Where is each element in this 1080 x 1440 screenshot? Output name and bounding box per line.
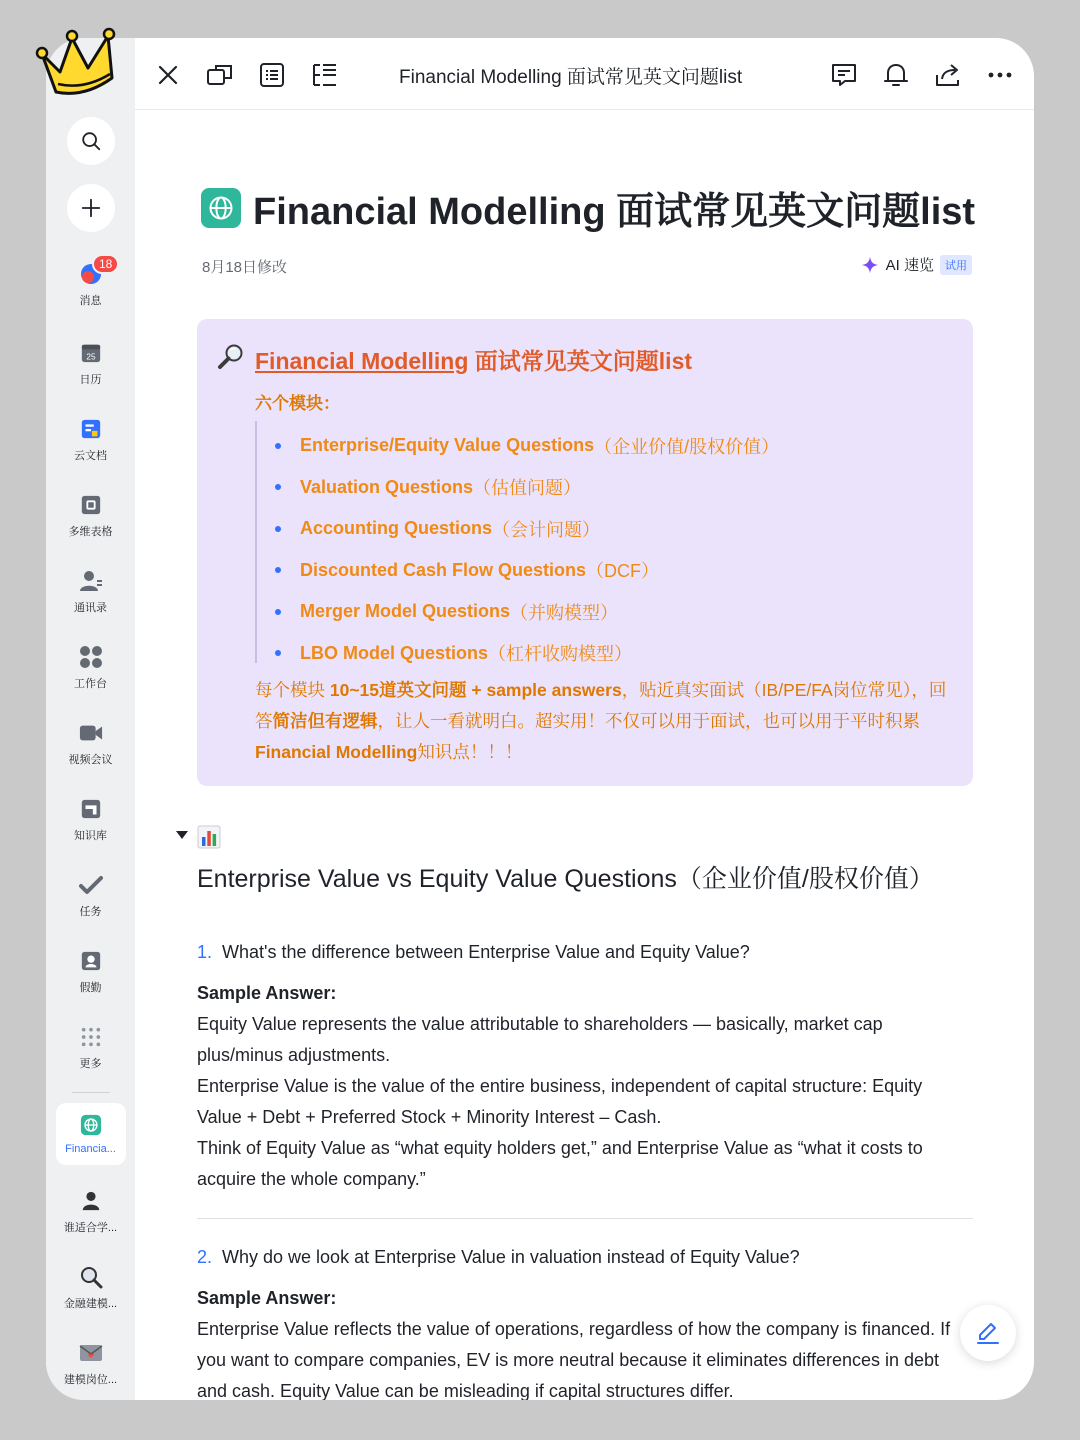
- caret-down-icon: [175, 829, 189, 841]
- list-view-icon: [259, 62, 285, 88]
- sidebar-item-label: 工作台: [74, 678, 107, 690]
- close-button[interactable]: [153, 60, 183, 90]
- quote-bar: [255, 421, 257, 663]
- video-camera-icon: [79, 721, 103, 745]
- globe-doc-icon: [79, 1113, 103, 1137]
- checkmark-icon: [79, 873, 103, 897]
- text-run: 知识点！！！: [417, 742, 523, 762]
- bell-icon: [883, 62, 909, 88]
- module-note: （并购模型）: [510, 602, 619, 623]
- page-title-text: Financial Modelling 面试常见英文问题list: [253, 191, 976, 233]
- sidebar-item-label: 日历: [79, 374, 102, 386]
- answer-paragraph: Enterprise Value is the value of the entire business, independent of capital structure: Equity Value + Debt + Preferred Stock + Minority Interest – Cash.: [197, 1076, 923, 1127]
- module-note: （会计问题）: [492, 519, 601, 540]
- outline-button[interactable]: [257, 60, 287, 90]
- module-note: （杠杆收购模型）: [488, 644, 633, 665]
- module-name: Accounting Questions: [300, 518, 493, 539]
- create-button[interactable]: [67, 184, 115, 232]
- sidebar-item-attendance[interactable]: [46, 949, 135, 995]
- callout-title-link[interactable]: Financial Modelling: [255, 348, 469, 374]
- page-title: [201, 180, 975, 235]
- callout-subtitle: 六个模块：: [255, 394, 340, 413]
- magnifier-icon: [79, 1265, 103, 1289]
- comments-button[interactable]: [829, 60, 859, 90]
- sidebar-item-workplace[interactable]: [46, 645, 135, 691]
- document-body: [135, 110, 1034, 1400]
- answer-paragraph: Equity Value represents the value attributable to shareholders — basically, market cap plus/minus adjustments.: [197, 1014, 883, 1065]
- sidebar-item-messages[interactable]: [46, 257, 135, 308]
- share-button[interactable]: [933, 60, 963, 90]
- sidebar-item-label: 视频会议: [68, 754, 113, 766]
- window-title: Financial Modelling 面试常见英文问题list: [399, 67, 743, 88]
- sidebar-item-label: 知识库: [74, 830, 107, 842]
- sidebar-item-label: Financia...: [65, 1143, 116, 1155]
- recent-doc-financial-modelling[interactable]: [46, 1113, 135, 1155]
- sidebar-item-label: 消息: [79, 295, 102, 307]
- text-run: ，让人一看就明白。超实用！不仅可以用于面试，也可以用于平时积累: [377, 711, 920, 731]
- top-toolbar: [135, 38, 1034, 110]
- sidebar-item-label: 金融建模...: [63, 1298, 118, 1310]
- table-icon: [79, 493, 103, 517]
- sidebar-item-label: 任务: [79, 906, 102, 918]
- more-dots-icon: [79, 1025, 103, 1049]
- sparkle-icon: [861, 256, 879, 274]
- module-name: LBO Model Questions: [300, 642, 489, 663]
- sidebar-item-more[interactable]: [46, 1025, 135, 1071]
- close-icon: [156, 63, 180, 87]
- comment-icon: [831, 62, 857, 88]
- section-heading: [197, 820, 957, 898]
- sidebar-item-label: 通讯录: [74, 602, 107, 614]
- book-icon: [79, 797, 103, 821]
- divider: [197, 1218, 973, 1219]
- sidebar-item-tasks[interactable]: [46, 873, 135, 919]
- trial-badge: 试用: [940, 255, 972, 275]
- sidebar-divider: [72, 1092, 110, 1093]
- magnifier-emoji-icon: [217, 343, 245, 376]
- sidebar-item-label: 谁适合学...: [63, 1222, 118, 1234]
- module-name: Merger Model Questions: [300, 601, 511, 622]
- module-name: Valuation Questions: [300, 476, 474, 497]
- list-item: [275, 425, 779, 467]
- pencil-icon: [975, 1320, 1001, 1346]
- list-item: [275, 633, 779, 675]
- modified-time: 8月18日修改: [202, 259, 288, 276]
- module-note: （企业价值/股权价值）: [594, 436, 780, 457]
- question-text: What's the difference between Enterprise Value and Equity Value?: [222, 942, 750, 962]
- sidebar: [46, 38, 135, 1400]
- document-icon: [79, 417, 103, 441]
- question-number: 1.: [197, 942, 213, 962]
- callout-block: [197, 319, 973, 786]
- share-icon: [934, 62, 962, 88]
- apps-grid-icon: [79, 645, 103, 669]
- crown-icon: [34, 24, 126, 110]
- module-note: （估值问题）: [473, 478, 582, 499]
- calendar-date: 25: [85, 352, 96, 362]
- bullet-icon: [275, 526, 281, 532]
- bullet-icon: [275, 609, 281, 615]
- new-window-icon: [206, 62, 234, 88]
- recent-doc-who-should-learn[interactable]: [46, 1189, 135, 1235]
- question-2: [197, 1247, 800, 1268]
- sidebar-item-wiki[interactable]: [46, 797, 135, 843]
- search-button[interactable]: [67, 117, 115, 165]
- module-note: （DCF）: [586, 561, 660, 582]
- question-number: 2.: [197, 1247, 213, 1267]
- list-item: [275, 508, 779, 550]
- section-heading-text: Enterprise Value vs Equity Value Questions（企业价值/股权价值）: [197, 865, 934, 893]
- sidebar-item-label: 假勤: [79, 982, 102, 994]
- notifications-button[interactable]: [881, 60, 911, 90]
- search-icon: [80, 130, 102, 152]
- callout-title: [255, 343, 692, 376]
- sidebar-item-base[interactable]: [46, 493, 135, 539]
- sidebar-item-label: 多维表格: [68, 526, 113, 538]
- answer-1: [197, 1009, 957, 1195]
- recent-doc-financial-modeling[interactable]: [46, 1265, 135, 1311]
- ai-summary-label: AI 速览: [885, 257, 934, 274]
- envelope-heart-icon: [79, 1341, 103, 1365]
- text-run: 每个模块: [255, 680, 330, 700]
- bullet-icon: [275, 567, 281, 573]
- sidebar-item-docs[interactable]: [46, 417, 135, 463]
- new-window-button[interactable]: [205, 60, 235, 90]
- bullet-icon: [275, 650, 281, 656]
- edit-button[interactable]: [960, 1305, 1016, 1361]
- sidebar-item-label: 云文档: [74, 450, 107, 462]
- more-options-button[interactable]: [985, 60, 1015, 90]
- list-item: [275, 550, 779, 592]
- bold-run: Financial Modelling: [255, 742, 418, 762]
- sidebar-item-contacts[interactable]: [46, 569, 135, 615]
- bold-run: 10~15道英文问题 + sample answers: [329, 680, 622, 700]
- sample-answer-label: Sample Answer:: [197, 1288, 337, 1308]
- calendar-icon: [79, 341, 103, 365]
- app-window: [46, 38, 1034, 1400]
- unread-badge: 18: [92, 254, 119, 274]
- plus-icon: [80, 197, 102, 219]
- module-name: Enterprise/Equity Value Questions: [300, 435, 595, 456]
- module-list: [275, 425, 779, 674]
- contacts-icon: [79, 569, 103, 593]
- list-item: [275, 591, 779, 633]
- sample-answer-label: Sample Answer:: [197, 983, 337, 1003]
- person-icon: [79, 1189, 103, 1213]
- list-item: [275, 467, 779, 509]
- module-name: Discounted Cash Flow Questions: [300, 559, 587, 580]
- globe-icon: [201, 188, 241, 228]
- answer-paragraph: Enterprise Value reflects the value of operations, regardless of how the company is financed. If you want to compare companies, EV is more neutral because it eliminates differences in debt and cash. Equity Value can be misleading if capital structures differ.: [197, 1319, 951, 1400]
- toc-icon: [310, 62, 338, 88]
- ai-summary-button[interactable]: [861, 254, 972, 275]
- collapse-toggle[interactable]: [175, 828, 189, 846]
- recent-doc-modeling-jobs[interactable]: [46, 1341, 135, 1387]
- callout-description: [255, 675, 955, 768]
- sidebar-item-meetings[interactable]: [46, 721, 135, 767]
- question-text: Why do we look at Enterprise Value in valuation instead of Equity Value?: [222, 1247, 800, 1267]
- question-1: [197, 942, 750, 963]
- more-horizontal-icon: [987, 71, 1013, 79]
- attendance-icon: [79, 949, 103, 973]
- bold-run: 简洁但有逻辑: [272, 711, 378, 731]
- bar-chart-icon: [197, 822, 221, 860]
- sidebar-item-label: 更多: [79, 1058, 102, 1070]
- bullet-icon: [275, 443, 281, 449]
- sidebar-item-label: 建模岗位...: [63, 1374, 118, 1386]
- callout-title-suffix: 面试常见英文问题list: [468, 348, 693, 374]
- bullet-icon: [275, 484, 281, 490]
- table-of-contents-button[interactable]: [309, 60, 339, 90]
- answer-paragraph: Think of Equity Value as “what equity holders get,” and Enterprise Value as “what it costs to acquire the whole company.”: [197, 1138, 923, 1189]
- answer-2: [197, 1314, 957, 1400]
- sidebar-item-calendar[interactable]: [46, 341, 135, 387]
- text-run: ，贴近真实面试（IB/PE/FA岗位常见），回答: [255, 680, 947, 731]
